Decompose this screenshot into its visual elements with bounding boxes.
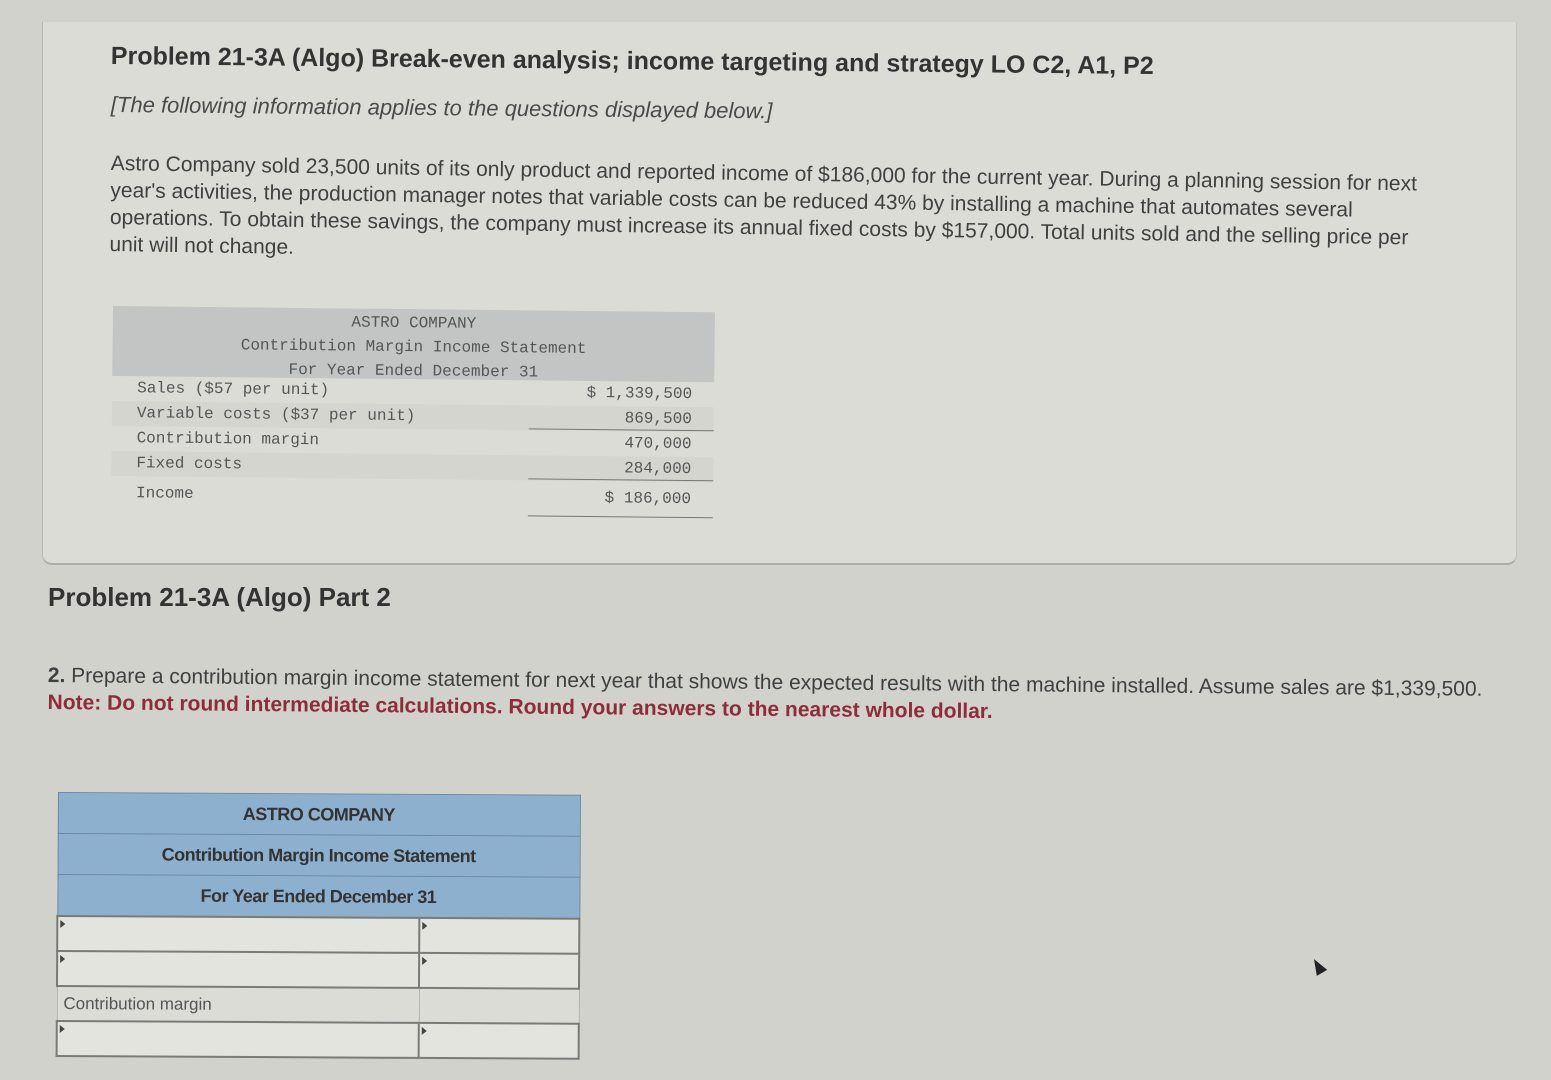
row3-value-input[interactable] bbox=[425, 990, 578, 1022]
problem-title: Problem 21-3A (Algo) Break-even analysis; income targeting and strategy LO C2, A1, P2 bbox=[110, 42, 1154, 81]
problem-description: Astro Company sold 23,500 units of its only product and reported income of $186,000 for the current year. During a planning session for next year's activities, the production manager notes that variable costs can be reduced 43% by installing a machine that automates several operations. To obtain these savings, the company must increase its annual fixed costs by $157,000. Total units sold and the selling price per unit will not change. bbox=[109, 151, 1418, 259]
answer-value-cell[interactable] bbox=[419, 918, 579, 954]
row-value: $ 1,339,500 bbox=[586, 383, 693, 404]
row1-value-input[interactable] bbox=[420, 920, 578, 952]
answer-company: ASTRO COMPANY bbox=[58, 793, 580, 837]
statement-period: For Year Ended December 31 bbox=[288, 360, 539, 382]
question-text: Prepare a contribution margin income statement for next year that shows the expected results with the machine installed. Assume sales are $1,339,500. bbox=[71, 664, 1483, 701]
row2-value-input[interactable] bbox=[420, 955, 578, 987]
statement-company: ASTRO COMPANY bbox=[351, 313, 477, 333]
row-label: Contribution margin bbox=[136, 429, 320, 450]
row-label: Variable costs ($37 per unit) bbox=[136, 404, 416, 426]
row-value: 470,000 bbox=[624, 434, 692, 454]
row4-label-input[interactable] bbox=[58, 1023, 418, 1056]
mouse-cursor-icon bbox=[1309, 956, 1327, 976]
answer-label-cell[interactable] bbox=[57, 951, 419, 988]
row-value: $ 186,000 bbox=[604, 489, 692, 509]
answer-period: For Year Ended December 31 bbox=[57, 875, 579, 919]
row-label: Income bbox=[135, 484, 194, 503]
answer-row bbox=[57, 916, 579, 954]
given-income-statement bbox=[111, 306, 715, 514]
row-label: Fixed costs bbox=[136, 454, 243, 474]
row-value: 869,500 bbox=[624, 409, 692, 429]
dropdown-marker-icon bbox=[422, 1027, 427, 1035]
dropdown-marker-icon bbox=[422, 957, 427, 965]
contribution-margin-value-cell[interactable] bbox=[419, 988, 579, 1024]
question-number: 2. bbox=[47, 663, 66, 688]
answer-row bbox=[57, 1021, 579, 1059]
answer-income-statement bbox=[56, 792, 581, 1060]
question-instructions bbox=[47, 662, 1492, 730]
dropdown-marker-icon bbox=[60, 920, 65, 928]
statement-row-income bbox=[111, 476, 713, 514]
dropdown-marker-icon bbox=[60, 955, 65, 963]
rounding-note: Note: Do not round intermediate calculations. Round your answers to the nearest whole dollar. bbox=[47, 690, 993, 724]
statement-title: Contribution Margin Income Statement bbox=[240, 336, 587, 358]
answer-value-cell[interactable] bbox=[419, 953, 579, 989]
answer-label-cell[interactable] bbox=[57, 1021, 419, 1058]
row1-label-input[interactable] bbox=[58, 918, 418, 951]
row4-value-input[interactable] bbox=[420, 1025, 578, 1057]
answer-label-cell[interactable] bbox=[57, 916, 419, 953]
row-label: Sales ($57 per unit) bbox=[137, 379, 330, 400]
answer-value-cell[interactable] bbox=[419, 1023, 579, 1059]
contribution-margin-label: Contribution margin bbox=[57, 986, 419, 1023]
dropdown-marker-icon bbox=[60, 1025, 65, 1033]
row-value: 284,000 bbox=[624, 459, 692, 479]
row2-label-input[interactable] bbox=[58, 953, 418, 986]
problem-subtitle: [The following information applies to the questions displayed below.] bbox=[110, 92, 773, 124]
answer-title: Contribution Margin Income Statement bbox=[58, 834, 580, 878]
dropdown-marker-icon bbox=[422, 922, 427, 930]
answer-row-contribution-margin bbox=[57, 986, 579, 1024]
answer-row bbox=[57, 951, 579, 989]
statement-header bbox=[112, 306, 715, 382]
part-title: Problem 21-3A (Algo) Part 2 bbox=[48, 582, 391, 612]
info-panel bbox=[42, 22, 1517, 565]
